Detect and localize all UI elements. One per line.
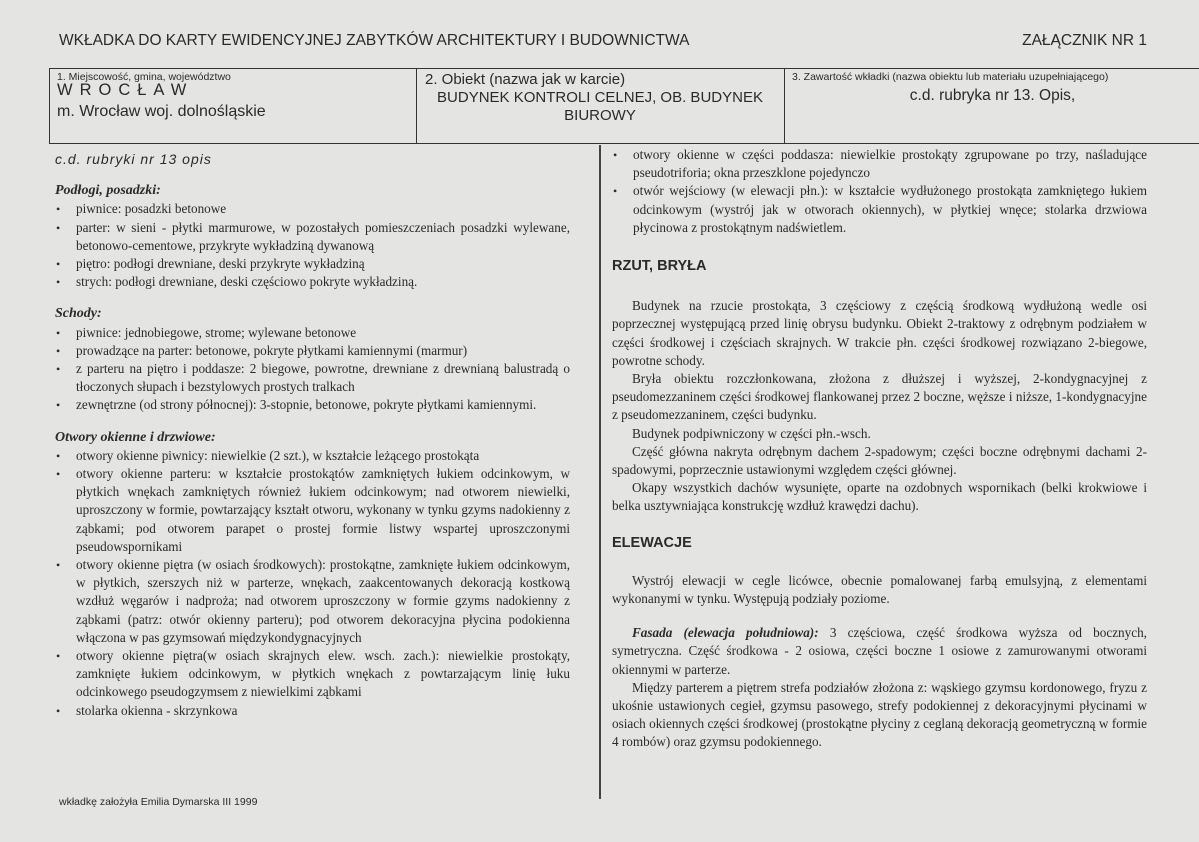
- openings-list: [55, 447, 570, 720]
- object-value-line-2: BIUROWY: [564, 107, 636, 124]
- plan-heading: RZUT, BRYŁA: [612, 258, 707, 275]
- list-item: • otwór wejściowy (w elewacji płn.): w kształcie wydłużonego prostokąta zamkniętego łukiem odcinkowym (wystrój jak w otworach okiennych), w płytkiej wnęce; stolarka drzwiowa płycinowa z prostokątnym nadświetlem.: [612, 182, 1147, 237]
- content-value: c.d. rubryka nr 13. Opis,: [909, 87, 1076, 104]
- facade-text: 3 częściowa, część środkowa wyższa od bocznych, symetryczna. Część środkowa - 2 osiowa, części boczne 1 osiowe z zamurowanymi otworami okiennymi w parterze.: [612, 625, 1147, 677]
- list-item: • zewnętrzne (od strony północnej): 3-stopnie, betonowe, pokryte płytkami kamiennymi.: [55, 396, 570, 414]
- floors-heading: Podłogi, posadzki:: [55, 183, 161, 199]
- plan-paragraph: Okapy wszystkich dachów wysunięte, oparte na ozdobnych wspornikach (belki krokwiowe i belka usztywniająca konstrukcję wzdłuż krawędzi dachu).: [612, 480, 1147, 514]
- plan-paragraph: Budynek podpiwniczony w części płn.-wsch.: [632, 425, 871, 441]
- left-column: [55, 146, 570, 720]
- facade-paragraph: [612, 624, 1147, 679]
- list-item: • stolarka okienna - skrzynkowa: [55, 702, 570, 720]
- column-divider: [599, 145, 601, 799]
- right-column: [612, 146, 1147, 752]
- elevations-paragraph: Wystrój elewacji w cegle licówce, obecnie pomalowanej farbą emulsyjną, z elementami wykonanymi w tynku. Występują podziały poziome.: [612, 572, 1147, 607]
- list-item: • piętro: podłogi drewniane, deski przykryte wykładziną: [55, 255, 570, 273]
- list-item: • piwnice: posadzki betonowe: [55, 200, 570, 218]
- list-item: • prowadzące na parter: betonowe, pokryte płytkami kamiennymi (marmur): [55, 342, 570, 360]
- list-item: • strych: podłogi drewniane, deski częściowo pokryte wykładziną.: [55, 273, 570, 291]
- metadata-table: [49, 68, 1199, 144]
- list-item: • otwory okienne parteru: w kształcie prostokątów zamkniętych łukiem odcinkowym, w płytkich wnękach zamkniętych również łukiem odcinkowym; nad otworem niewielki, uproszczony w formie, powtarzający kształt otworu, wykonany w tynku gzyms nadokienny z ząbkami; pod otworem parapet o prostej formie listwy wspartej uproszczonymi pseudowspornikami: [55, 465, 570, 556]
- list-item: • otwory okienne w części poddasza: niewielkie prostokąty zgrupowane po trzy, naśladujące pseudotriforia; okna przeszklone pojedynczo: [612, 146, 1147, 182]
- annex-number: ZAŁĄCZNIK NR 1: [1022, 32, 1147, 49]
- field-object-label: 2. Obiekt (nazwa jak w karcie): [425, 71, 626, 88]
- floors-list: [55, 200, 570, 291]
- page-header: [59, 32, 1147, 54]
- object-value: [417, 89, 783, 125]
- elevations-heading: ELEWACJE: [612, 534, 692, 551]
- elevations-paragraph: Między parterem a piętrem strefa podziałów złożona z: wąskiego gzymsu kordonowego, fryzu z ukośnie ustawionych cegieł, gzymsu pasowego, strefy podokiennej z dekoracyjnymi płycinami w osiach okiennych części środkowej (prostokątne płyciny z ceglaną dekoracją geometryczną w formie 4 rombów) oraz gzymsu podokiennego.: [612, 679, 1147, 750]
- field-object: [416, 69, 783, 143]
- list-item: • otwory okienne piętra(w osiach skrajnych elew. wsch. zach.): niewielkie prostokąty, zamknięte łukiem odcinkowym, w płytkich wnękach z powtarzającym linię łuku odcinkowego pseudogzymsem z niewielkimi ząbkami: [55, 647, 570, 702]
- continuation-note: c.d. rubryki nr 13 opis: [55, 151, 212, 167]
- plan-paragraph: Bryła obiektu rozczłonkowana, złożona z dłuższej i wyższej, 2-kondygnacyjnej z pseudomezzaninem części środkowej flankowanej przez 2 boczne, węższe i niższe, 1-kondygnacyjne z pseudomezzaninem, części budynku.: [612, 371, 1147, 423]
- stairs-heading: Schody:: [55, 306, 102, 322]
- location-value: m. Wrocław woj. dolnośląskie: [57, 103, 266, 120]
- object-value-line-1: BUDYNEK KONTROLI CELNEJ, OB. BUDYNEK: [437, 89, 763, 106]
- field-location-label: 1. Miejscowość, gmina, województwo: [57, 71, 231, 83]
- list-item: • z parteru na piętro i poddasze: 2 biegowe, powrotne, drewniane z drewnianą balustradą o tłoczonych słupach i bezstylowych prostych tralkach: [55, 360, 570, 396]
- list-item: • piwnice: jednobiegowe, strome; wylewane betonowe: [55, 324, 570, 342]
- stairs-list: [55, 324, 570, 415]
- field-content-label: 3. Zawartość wkładki (nazwa obiektu lub materiału uzupełniającego): [792, 71, 1109, 83]
- field-location: [49, 69, 416, 143]
- openings-heading: Otwory okienne i drzwiowe:: [55, 429, 216, 445]
- plan-paragraph: Część główna nakryta odrębnym dachem 2-spadowym; części boczne odrębnymi dachami 2-spadowymi, poprzecznie ustawionymi względem części głównej.: [612, 443, 1147, 478]
- list-item: • otwory okienne piętra (w osiach środkowych): prostokątne, zamknięte łukiem odcinkowym, w płytkich, szerszych niż w parterze, wnękach, zaakcentowanych dekoracją kostkową wzdłuż węgarów i nadproża; nad otworem uproszczony w formie gzyms nadokienny z ząbkami (patrz: otwór okienny parteru); pod otworem dekoracyjna płycina podokienna włączona w pas gzymsowań międzykondygnacyjnych: [55, 556, 570, 647]
- facade-label: Fasada (elewacja południowa):: [632, 625, 819, 641]
- field-content: [784, 69, 1199, 143]
- town-name: WROCŁAW: [57, 81, 194, 99]
- form-title: WKŁADKA DO KARTY EWIDENCYJNEJ ZABYTKÓW ARCHITEKTURY I BUDOWNICTWA: [59, 32, 690, 49]
- list-item: • parter: w sieni - płytki marmurowe, w pozostałych pomieszczeniach posadzki wylewane, betonowo-cementowe, przykryte wykładziną dywanową: [55, 219, 570, 255]
- list-item: • otwory okienne piwnicy: niewielkie (2 szt.), w kształcie leżącego prostokąta: [55, 447, 570, 465]
- openings-list-continued: [612, 146, 1147, 237]
- plan-paragraph: Budynek na rzucie prostokąta, 3 częściowy z częścią środkową wydłużoną wedle osi poprzecznej występującą przed linię obrysu budynku. Obiekt 2-traktowy z odrębnym podziałem w części środkowej i częściach skrajnych. W trakcie płn. części środkowej rozwiązano 2-biegowe, powrotne schody.: [612, 298, 1147, 368]
- author-note: wkładkę założyła Emilia Dymarska III 1999: [59, 796, 258, 808]
